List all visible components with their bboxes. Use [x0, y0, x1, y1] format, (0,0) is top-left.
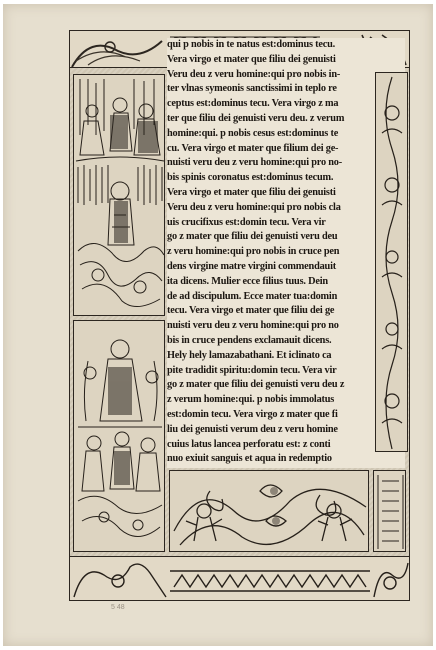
text-line: go z mater que filiu dei genuisti veru deu — [167, 231, 338, 243]
pencil-mark: 5 48 — [111, 604, 125, 611]
text-line: nuisti veru deu z veru homine:qui pro no- — [167, 157, 342, 169]
print-sheet — [3, 4, 433, 646]
text-line: Veru deu z veru homine:qui pro nobis cla — [167, 201, 341, 213]
text-line: est:domin tecu. Vera virgo z mater que fi — [167, 409, 338, 420]
text-line: dens virgine matre virgini commendauit — [167, 261, 336, 272]
text-line: Vera virgo et mater que filiu dei genuisti — [167, 187, 336, 198]
right-border-panel — [373, 470, 406, 552]
text-line: ceptus est:dominus tecu. Vera virgo z ma — [167, 98, 339, 110]
right-column-ornament — [375, 72, 408, 452]
text-line: Vera virgo et mater que filiu dei genuisti — [167, 53, 336, 65]
text-line: pite tradidit spiritu:domin tecu. Vera vir — [167, 364, 337, 376]
text-line: z verum homine:qui. p nobis immolatus — [167, 394, 335, 406]
text-line: go z mater que filiu dei genuisti veru deu z — [167, 379, 345, 391]
text-line: tecu. Vera virgo et mater que filiu dei ge — [167, 305, 335, 317]
illustration-lower — [73, 320, 165, 552]
text-line: qui p nobis in te natus est:dominus tecu. — [167, 39, 336, 50]
text-line: cu. Vera virgo et mater que filium dei ge- — [167, 142, 339, 154]
text-line: homine:qui. p nobis cesus est:dominus te — [167, 127, 339, 139]
text-line: uis crucifixus est:domin tecu. Vera vir — [167, 216, 326, 228]
text-line: bis in cruce pendens exclamauit dicens. — [167, 335, 332, 346]
text-line: nuo exiuit sanguis et aqua in redemptio — [167, 453, 332, 465]
text-line: liu dei genuisti verum deu z veru homine — [167, 423, 338, 435]
text-block — [167, 38, 405, 468]
text-line: de ad discipulum. Ecce mater tua:domin — [167, 290, 338, 302]
text-line: z veru homine:qui pro nobis in cruce pen — [167, 246, 340, 258]
bottom-ornament — [69, 556, 410, 601]
illustration-upper — [73, 74, 165, 316]
text-line: nuisti veru deu z veru homine:qui pro no — [167, 320, 339, 332]
text-line: cuius latus lancea perforatu est: z conti — [167, 438, 331, 450]
text-line: Hely hely lamazabathani. Et iclinato ca — [167, 349, 332, 361]
foliage-panel — [169, 470, 369, 552]
text-line: bis spinis coronatus est:dominus tecum. — [167, 172, 334, 184]
text-line: Veru deu z veru homine:qui pro nobis in- — [167, 68, 341, 80]
text-line: ter que filiu dei genuisti veru deu. z verum — [167, 113, 345, 124]
text-line: ita dicens. Mulier ecce filius tuus. Dein — [167, 275, 328, 287]
text-line: ter vlnas symeonis sanctissimi in teplo re — [167, 83, 337, 95]
printed-page — [69, 30, 410, 601]
